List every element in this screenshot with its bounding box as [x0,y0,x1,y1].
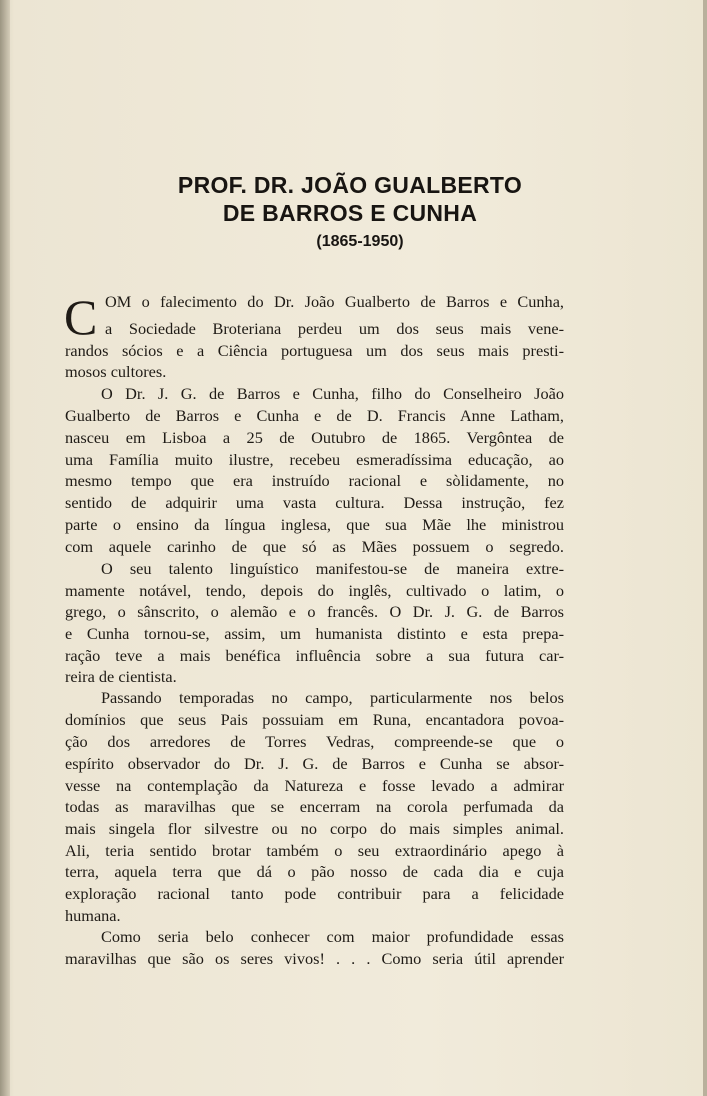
text-line: maravilhas que são os seres vivos! . . . Como seria útil aprender [65,949,564,968]
text-line: domínios que seus Pais possuiam em Runa, encantadora povoa- [65,710,564,729]
text-line: mamente notável, tendo, depois do inglês, cultivado o latim, o [65,581,564,600]
text-line: grego, o sânscrito, o alemão e o francês. O Dr. J. G. de Barros [65,602,564,621]
text-line: O Dr. J. G. de Barros e Cunha, filho do Conselheiro João [101,384,564,403]
article-title-line-2: DE BARROS E CUNHA [222,200,478,226]
text-line: Ali, teria sentido brotar também o seu extraordinário apego à [65,841,564,860]
text-line: reira de cientista. [65,667,177,686]
page-edge-shadow [0,0,10,1096]
text-line: mais singela flor silvestre ou no corpo do mais simples animal. [65,819,564,838]
text-line: mesmo tempo que era instruído racional e sòlidamente, no [65,471,564,490]
life-dates: (1865-1950) [316,233,404,250]
text-line: randos sócios e a Ciência portuguesa um dos seus mais presti- [65,341,564,360]
text-line: O seu talento linguístico manifestou-se de maneira extre- [101,559,564,578]
text-line: uma Família muito ilustre, recebeu esmeradíssima educação, ao [65,450,564,469]
text-line: com aquele carinho de que só as Mães possuem o segredo. [65,537,564,556]
text-line: nasceu em Lisboa a 25 de Outubro de 1865. Vergôntea de [65,428,564,447]
text-line: humana. [65,906,121,925]
text-line: sentido de adquirir uma vasta cultura. Dessa instrução, fez [65,493,564,512]
text-line: espírito observador do Dr. J. G. de Barros e Cunha se absor- [65,754,564,773]
text-line: Como seria belo conhecer com maior profundidade essas [101,927,564,946]
text-line: ração teve a mais benéfica influência sobre a sua futura car- [65,646,564,665]
page-edge-right [703,0,707,1096]
article-title-line-1: PROF. DR. JOÃO GUALBERTO [177,172,523,198]
text-line: parte o ensino da língua inglesa, que sua Mãe lhe ministrou [65,515,564,534]
text-line: vesse na contemplação da Natureza e fosse levado a admirar [65,776,564,795]
text-line: todas as maravilhas que se encerram na corola perfumada da [65,797,564,816]
text-line: ção dos arredores de Torres Vedras, compreende-se que o [65,732,564,751]
text-line: exploração racional tanto pode contribuir para a felicidade [65,884,564,903]
text-line: a Sociedade Broteriana perdeu um dos seus mais vene- [105,319,564,338]
drop-cap: C [64,289,98,345]
text-line: Gualberto de Barros e Cunha e de D. Francis Anne Latham, [65,406,564,425]
text-line: mosos cultores. [65,362,167,381]
text-line: e Cunha tornou-se, assim, um humanista distinto e esta prepa- [65,624,564,643]
text-line: Passando temporadas no campo, particularmente nos belos [101,688,564,707]
text-line: OM o falecimento do Dr. João Gualberto de Barros e Cunha, [105,292,564,311]
text-line: terra, aquela terra que dá o pão nosso de cada dia e cuja [65,862,564,881]
